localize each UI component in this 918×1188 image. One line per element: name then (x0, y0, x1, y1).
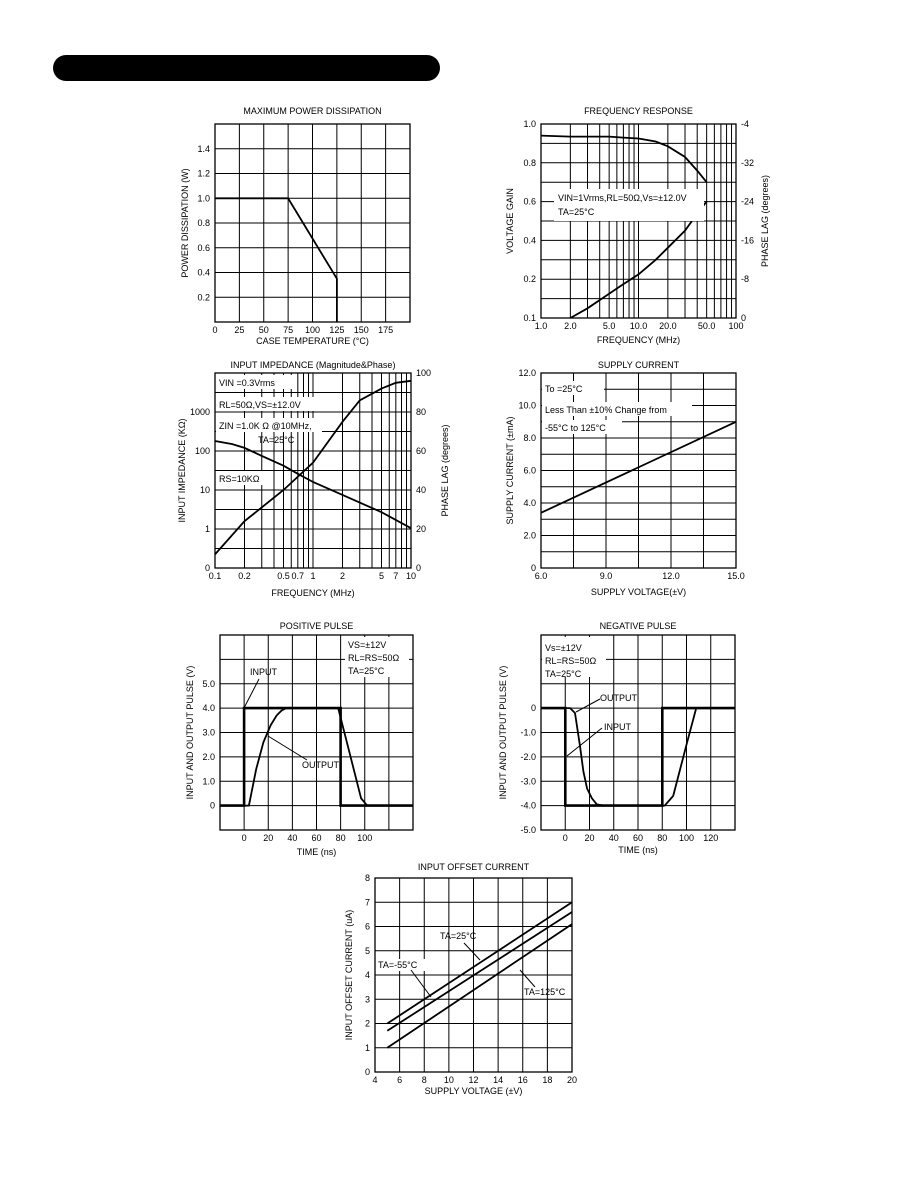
y-tick-label: 1.0 (197, 193, 210, 204)
x-tick-label: 15.0 (727, 571, 745, 581)
chart-ioc (344, 862, 577, 1096)
y-tick-label: 0 (530, 703, 536, 714)
x-tick-label: 80 (657, 833, 668, 843)
x-tick-label: 12 (468, 1075, 479, 1085)
x-tick-label: 0.1 (208, 571, 222, 581)
y-tick-label: 2.0 (523, 530, 536, 541)
y2-tick-label: 20 (416, 524, 427, 534)
chart-title: MAXIMUM POWER DISSIPATION (243, 106, 382, 116)
annotation: TA=25°C (545, 669, 582, 679)
x-tick-label: 100 (728, 321, 744, 331)
y-tick-label: 0.8 (197, 218, 210, 228)
annotation: RL=RS=50Ω (545, 656, 597, 666)
x-axis-label: SUPPLY VOLTAGE(±V) (590, 587, 687, 597)
x-tick-label: 60 (632, 833, 644, 843)
y-tick-label: 1.4 (197, 143, 210, 154)
annotation: TA=25°C (558, 207, 595, 217)
y-tick-label: 0.2 (523, 274, 536, 285)
chart-np (498, 621, 735, 855)
y-tick-label: 0.6 (523, 196, 536, 207)
x-axis-label: TIME (ns) (296, 847, 337, 857)
annotation: RL=50Ω,VS=±12.0V (219, 400, 301, 410)
annotation: OUTPUT (600, 693, 637, 703)
x-axis-label: CASE TEMPERATURE (°C) (256, 336, 369, 346)
chart-title: FREQUENCY RESPONSE (584, 106, 693, 116)
x-tick-label: 8 (421, 1075, 427, 1085)
y-tick-label: 0 (204, 563, 210, 573)
x-tick-label: 10 (443, 1075, 454, 1085)
x-tick-label: 50.0 (697, 321, 716, 331)
y-tick-label: 3.0 (202, 727, 215, 738)
chart-title: SUPPLY CURRENT (597, 360, 680, 370)
y-tick-label: -5.0 (520, 825, 536, 835)
x-tick-label: 0 (212, 325, 218, 335)
x-tick-label: 20 (263, 833, 274, 843)
y-tick-label: 0.4 (523, 235, 536, 246)
y-tick-label: 10 (199, 485, 210, 495)
x-axis-label: TIME (ns) (618, 845, 658, 855)
y-tick-label: 5.0 (202, 678, 215, 689)
y2-axis-label: PHASE LAG (degrees) (760, 174, 770, 268)
x-tick-label: 2 (339, 571, 346, 581)
chart-title: POSITIVE PULSE (279, 621, 354, 631)
annotation: RS=10KΩ (219, 474, 260, 484)
x-tick-label: 20.0 (659, 321, 677, 331)
y-tick-label: 2 (364, 1018, 370, 1029)
y-axis-label: INPUT IMPEDANCE (KΩ) (177, 418, 187, 523)
annotation: VS=±12V (348, 640, 387, 650)
annotation: VIN =0.3Vrms (219, 378, 275, 388)
series-line-0 (215, 198, 337, 322)
x-axis-label: FREQUENCY (MHz) (596, 335, 681, 345)
x-tick-label: 18 (542, 1075, 553, 1085)
y2-tick-label: -4 (741, 119, 750, 129)
leader-line (576, 699, 600, 712)
y2-tick-label: -8 (741, 274, 750, 285)
y-tick-label: 0 (530, 563, 536, 573)
y2-tick-label: -32 (741, 157, 755, 168)
y2-tick-label: 40 (416, 485, 427, 495)
y-tick-label: 1.2 (197, 168, 210, 179)
chart-sc (505, 360, 745, 597)
x-tick-label: 0 (241, 833, 247, 843)
x-tick-label: 100 (357, 833, 373, 843)
y-tick-label: 2.0 (202, 751, 215, 762)
chart-title: INPUT IMPEDANCE (Magnitude&Phase) (230, 360, 396, 370)
y-tick-label: 0.2 (197, 292, 210, 303)
y-tick-label: 10.0 (518, 400, 536, 411)
x-tick-label: 0.7 (291, 571, 305, 581)
x-tick-label: 6.0 (534, 571, 548, 581)
y2-tick-label: -16 (741, 235, 755, 246)
y-tick-label: 4.0 (523, 498, 536, 508)
annotation: TA=125°C (524, 987, 566, 997)
x-tick-label: 12.0 (662, 571, 680, 581)
x-tick-label: 80 (335, 833, 346, 843)
y-tick-label: 4.0 (202, 703, 215, 714)
x-tick-label: 6 (397, 1075, 403, 1085)
y-tick-label: 0.6 (197, 242, 210, 253)
annotation: To =25°C (545, 384, 583, 394)
y-tick-label: 3 (364, 994, 370, 1005)
leader-line (411, 970, 431, 997)
y-tick-label: 8.0 (523, 433, 536, 443)
annotation: TA=25°C (348, 666, 385, 676)
annotation: -55°C to 125°C (545, 423, 606, 433)
y-tick-label: 0.1 (523, 313, 536, 323)
series-line-2 (387, 924, 572, 1048)
y-tick-label: 0 (209, 800, 215, 811)
x-axis-label: FREQUENCY (MHz) (271, 588, 355, 598)
y-tick-label: 1000 (189, 407, 210, 417)
chart-title: NEGATIVE PULSE (599, 621, 677, 631)
y-tick-label: 1.0 (202, 776, 215, 787)
y2-tick-label: -24 (741, 196, 755, 207)
y-tick-label: 6.0 (523, 465, 536, 476)
y-axis-label: POWER DISSIPATION (W) (180, 168, 190, 278)
x-tick-label: 16 (517, 1075, 528, 1085)
annotation: Vs=±12V (545, 643, 582, 653)
x-tick-label: 60 (311, 833, 322, 843)
y-axis-label: VOLTAGE GAIN (505, 188, 515, 254)
x-tick-label: 9.0 (599, 571, 613, 581)
annotation: RL=RS=50Ω (348, 653, 400, 663)
chart-fr (505, 106, 770, 345)
y-tick-label: 8 (364, 873, 370, 883)
y-tick-label: 0.4 (197, 267, 210, 278)
annotation: Less Than ±10% Change from (545, 405, 667, 415)
x-tick-label: 50 (258, 325, 269, 335)
annotation: TA=25°C (440, 931, 477, 941)
x-tick-label: 75 (283, 325, 294, 335)
x-tick-label: 100 (304, 325, 321, 335)
y-tick-label: 6 (364, 921, 370, 932)
y-axis-label: INPUT OFFSET CURRENT (uA) (344, 909, 354, 1041)
y-tick-label: 7 (364, 897, 370, 908)
y-tick-label: -1.0 (520, 727, 536, 738)
x-tick-label: 4 (372, 1075, 378, 1085)
y-tick-label: 0 (364, 1067, 370, 1077)
leader-line (464, 943, 480, 960)
y-tick-label: 1 (364, 1042, 370, 1053)
y2-tick-label: 0 (741, 313, 747, 323)
y-tick-label: 1.0 (523, 119, 536, 129)
y2-tick-label: 100 (416, 368, 432, 378)
y2-tick-label: 0 (416, 563, 422, 573)
y-tick-label: 12.0 (518, 368, 536, 378)
x-tick-label: 100 (678, 833, 695, 843)
x-tick-label: 7 (393, 571, 399, 581)
x-tick-label: 150 (353, 325, 369, 335)
x-tick-label: 0 (562, 833, 568, 843)
x-tick-label: 10 (405, 571, 417, 581)
chart-pd (180, 106, 410, 346)
chart-title: INPUT OFFSET CURRENT (417, 862, 530, 872)
x-tick-label: 14 (493, 1075, 504, 1085)
x-tick-label: 5.0 (602, 321, 616, 331)
x-tick-label: 40 (608, 833, 619, 843)
x-tick-label: 1.0 (534, 321, 548, 331)
annotation: ZIN =1.0K Ω @10MHz, (219, 421, 312, 431)
y2-axis-label: PHASE LAG (degrees) (440, 424, 450, 517)
y-tick-label: 0.8 (523, 157, 536, 168)
y-axis-label: SUPPLY CURRENT (±mA) (505, 416, 515, 525)
x-tick-label: 5 (378, 571, 385, 581)
annotation: INPUT (250, 667, 277, 677)
y-tick-label: 100 (194, 446, 210, 456)
y-tick-label: -4.0 (520, 800, 536, 811)
x-tick-label: 1 (310, 571, 316, 581)
x-tick-label: 20 (566, 1075, 578, 1085)
y-axis-label: INPUT AND OUTPUT PULSE (V) (498, 665, 508, 800)
annotation: INPUT (604, 722, 631, 732)
y-tick-label: 5 (364, 945, 370, 956)
y-tick-label: 4 (364, 970, 370, 980)
x-tick-label: 175 (378, 325, 394, 335)
x-tick-label: 2.0 (564, 321, 577, 331)
x-tick-label: 0.2 (238, 571, 251, 581)
x-tick-label: 0.5 (277, 571, 290, 581)
x-tick-label: 20 (584, 833, 595, 843)
x-axis-label: SUPPLY VOLTAGE (±V) (424, 1086, 523, 1096)
y-tick-label: -3.0 (520, 776, 536, 787)
annotation: VIN=1Vrms,RL=50Ω,Vs=±12.0V (558, 193, 687, 203)
annotation: OUTPUT (302, 760, 339, 770)
annotation: TA=25°C (258, 435, 295, 445)
x-tick-label: 40 (287, 833, 298, 843)
annotation: TA=-55°C (378, 960, 418, 970)
y-tick-label: 1 (204, 524, 210, 534)
x-tick-label: 120 (703, 833, 719, 843)
x-tick-label: 25 (234, 325, 245, 335)
y2-tick-label: 60 (416, 446, 427, 456)
y-axis-label: INPUT AND OUTPUT PULSE (V) (185, 665, 195, 800)
x-tick-label: 125 (329, 325, 345, 335)
x-tick-label: 10.0 (629, 321, 648, 331)
y-tick-label: -2.0 (520, 751, 536, 762)
y2-tick-label: 80 (416, 407, 427, 417)
grid-pd (215, 124, 410, 322)
series-line-1 (387, 912, 572, 1031)
